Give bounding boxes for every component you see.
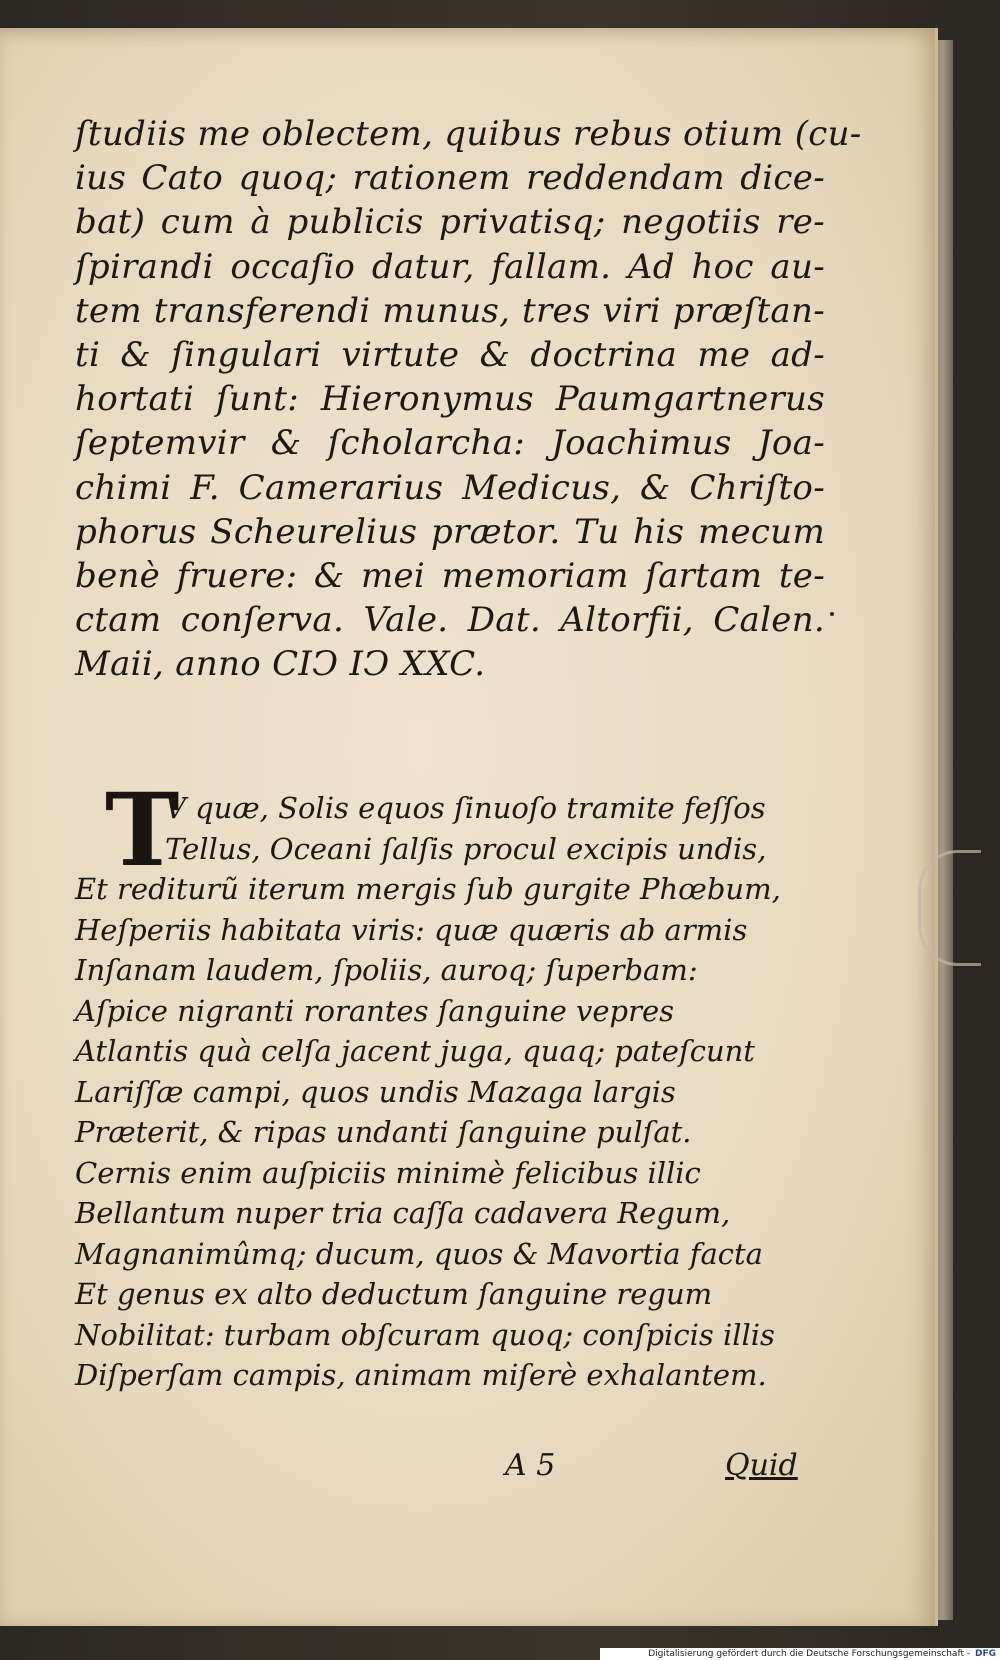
verse-line: Lariſſæ campi, quos undis Mazaga largis — [75, 1074, 676, 1109]
prose-line: ctam conſerva. Vale. Dat. Altorfii, Calen. — [75, 600, 825, 641]
prose-line: chimi F. Camerarius Medicus, & Chriſto- — [75, 467, 825, 508]
verse-line: Inſanam laudem, ſpoliis, auroq; ſuperbam: — [75, 953, 698, 987]
credit-text: Digitalisierung gefördert durch die Deutsche Forschungsgemeinschaft - — [648, 1649, 971, 1659]
dfg-logo-icon[interactable]: DFG — [974, 1649, 996, 1659]
catchword: Quid — [725, 1448, 798, 1483]
verse-line: Cernis enim auſpiciis minimè felicibus illic — [75, 1155, 701, 1190]
prose-line: ſeptemvir & ſcholarcha: Joachimus Joa- — [75, 423, 825, 464]
verse-line: Et rediturũ iterum mergis ſub gurgite Phœbum, — [75, 872, 781, 906]
prose-paragraph — [75, 112, 862, 686]
verse-line: Præterit, & ripas undanti ſanguine pulſat. — [75, 1115, 692, 1149]
verse-line: V quæ, Solis equos ſinuoſo tramite feſſos — [165, 791, 766, 825]
page-clip — [918, 850, 981, 966]
prose-line: hortati ſunt: Hieronymus Paumgartnerus — [75, 379, 825, 420]
verse-line: Magnanimûmq; ducum, quos & Mavortia facta — [75, 1236, 763, 1271]
verse-line: Bellantum nuper tria caſſa cadavera Regum, — [75, 1196, 731, 1230]
prose-line: ſtudiis me oblectem, quibus rebus otium (cu- — [75, 114, 862, 154]
prose-line: benè fruere: & mei memoriam ſartam te- — [75, 555, 825, 596]
ink-speck — [830, 612, 834, 616]
prose-line: ius Cato quoq; rationem reddendam dice- — [75, 158, 825, 199]
prose-line: ſpirandi occaſio datur, fallam. Ad hoc au- — [75, 246, 825, 287]
verse-line: Diſperſam campis, animam miſerè exhalantem. — [75, 1358, 767, 1392]
prose-line: tem transferendi munus, tres viri præſtan- — [75, 290, 825, 331]
prose-line: phorus Scheurelius prætor. Tu his mecum — [75, 511, 825, 552]
prose-line: bat) cum à publicis privatisq; negotiis re- — [75, 202, 825, 243]
verse-line: Et genus ex alto deductum ſanguine regum — [75, 1277, 713, 1311]
drop-cap-initial: T — [105, 771, 180, 889]
poem-block — [75, 771, 835, 1396]
page-footer — [505, 1448, 805, 1488]
prose-line: ti & ſingulari virtute & doctrina me ad- — [75, 334, 825, 375]
verse-line: Nobilitat: turbam obſcuram quoq; conſpicis illis — [75, 1317, 775, 1352]
verse-line: Atlantis quà celſa jacent juga, quaq; pateſcunt — [75, 1034, 755, 1068]
signature-mark: A 5 — [505, 1448, 556, 1483]
digitization-credit — [600, 1648, 1000, 1660]
prose-line-dateline: Maii, anno CIↃ IↃ XXC. — [75, 644, 486, 685]
verse-line: Tellus, Oceani ſalſis procul excipis undis, — [165, 831, 767, 866]
verse-line: Aſpice nigranti rorantes ſanguine vepres — [75, 993, 674, 1028]
verse-line: Heſperiis habitata viris: quæ quæris ab armis — [75, 912, 748, 947]
